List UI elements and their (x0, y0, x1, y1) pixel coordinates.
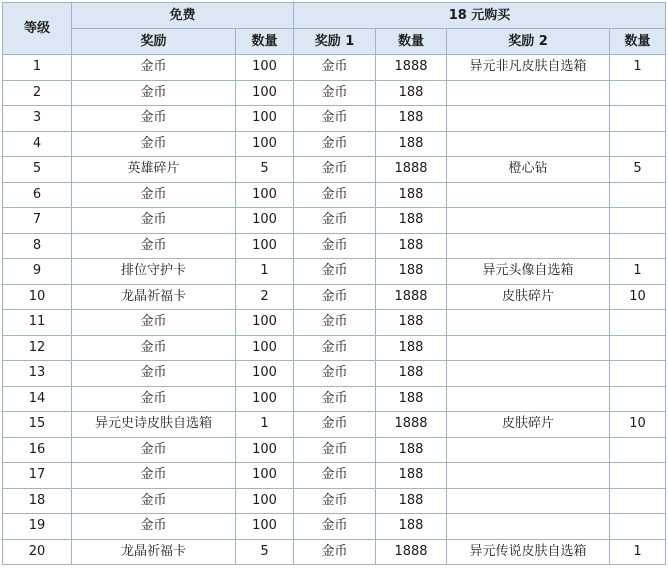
cell-paid-qty2 (610, 361, 666, 387)
cell-paid-reward2 (447, 488, 610, 514)
cell-paid-qty1: 1888 (376, 55, 447, 81)
cell-paid-reward1: 金币 (294, 259, 376, 285)
header-paid-qty1: 数量 (376, 29, 447, 55)
header-paid-qty2: 数量 (610, 29, 666, 55)
cell-paid-qty2 (610, 80, 666, 106)
cell-paid-reward2 (447, 361, 610, 387)
table-row (3, 310, 666, 336)
cell-paid-qty1: 188 (376, 208, 447, 234)
cell-free-reward: 金币 (72, 488, 236, 514)
cell-free-qty: 5 (236, 157, 294, 183)
cell-level: 9 (3, 259, 72, 285)
cell-free-qty: 100 (236, 488, 294, 514)
cell-paid-qty1: 1888 (376, 157, 447, 183)
cell-paid-qty1: 188 (376, 131, 447, 157)
cell-paid-qty2 (610, 106, 666, 132)
cell-free-reward: 英雄碎片 (72, 157, 236, 183)
cell-paid-qty2: 5 (610, 157, 666, 183)
cell-free-reward: 金币 (72, 386, 236, 412)
table-row (3, 437, 666, 463)
cell-paid-qty2 (610, 182, 666, 208)
cell-paid-qty2: 1 (610, 539, 666, 565)
cell-paid-qty2 (610, 463, 666, 489)
cell-level: 15 (3, 412, 72, 438)
cell-paid-reward2 (447, 335, 610, 361)
cell-paid-qty1: 188 (376, 463, 447, 489)
cell-paid-reward1: 金币 (294, 182, 376, 208)
cell-paid-qty2 (610, 335, 666, 361)
cell-free-qty: 100 (236, 80, 294, 106)
cell-paid-reward1: 金币 (294, 437, 376, 463)
cell-free-reward: 异元史诗皮肤自选箱 (72, 412, 236, 438)
table-row (3, 131, 666, 157)
cell-free-qty: 100 (236, 463, 294, 489)
cell-level: 4 (3, 131, 72, 157)
cell-paid-reward1: 金币 (294, 157, 376, 183)
cell-paid-reward2 (447, 106, 610, 132)
cell-paid-reward1: 金币 (294, 335, 376, 361)
cell-level: 12 (3, 335, 72, 361)
table-row (3, 233, 666, 259)
cell-paid-reward2: 异元传说皮肤自选箱 (447, 539, 610, 565)
cell-level: 5 (3, 157, 72, 183)
cell-free-qty: 100 (236, 335, 294, 361)
cell-free-reward: 金币 (72, 310, 236, 336)
table-row (3, 386, 666, 412)
cell-paid-reward1: 金币 (294, 310, 376, 336)
cell-level: 13 (3, 361, 72, 387)
cell-level: 6 (3, 182, 72, 208)
cell-paid-qty1: 188 (376, 310, 447, 336)
cell-paid-qty2 (610, 208, 666, 234)
cell-free-reward: 金币 (72, 335, 236, 361)
cell-free-reward: 排位守护卡 (72, 259, 236, 285)
cell-paid-reward2 (447, 208, 610, 234)
table-row (3, 488, 666, 514)
cell-paid-reward1: 金币 (294, 463, 376, 489)
header-free-reward: 奖励 (72, 29, 236, 55)
cell-free-reward: 金币 (72, 106, 236, 132)
cell-free-reward: 金币 (72, 437, 236, 463)
cell-paid-reward1: 金币 (294, 106, 376, 132)
cell-free-qty: 100 (236, 106, 294, 132)
cell-level: 17 (3, 463, 72, 489)
table-row (3, 182, 666, 208)
header-paid-reward1: 奖励 1 (294, 29, 376, 55)
table-row (3, 361, 666, 387)
cell-free-qty: 100 (236, 182, 294, 208)
header-free-qty: 数量 (236, 29, 294, 55)
table-row (3, 412, 666, 438)
cell-paid-qty2: 10 (610, 412, 666, 438)
cell-paid-reward1: 金币 (294, 284, 376, 310)
cell-level: 19 (3, 514, 72, 540)
cell-paid-qty2 (610, 488, 666, 514)
cell-paid-reward1: 金币 (294, 233, 376, 259)
cell-paid-qty2 (610, 310, 666, 336)
cell-free-qty: 100 (236, 208, 294, 234)
cell-paid-qty1: 188 (376, 437, 447, 463)
cell-paid-qty1: 188 (376, 259, 447, 285)
cell-free-qty: 100 (236, 514, 294, 540)
cell-paid-qty2 (610, 437, 666, 463)
cell-paid-qty1: 188 (376, 488, 447, 514)
table-row (3, 259, 666, 285)
cell-paid-reward1: 金币 (294, 386, 376, 412)
cell-free-reward: 龙晶祈福卡 (72, 284, 236, 310)
cell-free-reward: 金币 (72, 55, 236, 81)
cell-free-qty: 100 (236, 131, 294, 157)
cell-paid-qty1: 1888 (376, 284, 447, 310)
table-row (3, 463, 666, 489)
cell-paid-qty2: 10 (610, 284, 666, 310)
cell-free-qty: 100 (236, 437, 294, 463)
cell-level: 1 (3, 55, 72, 81)
cell-level: 14 (3, 386, 72, 412)
cell-free-qty: 5 (236, 539, 294, 565)
cell-paid-reward1: 金币 (294, 55, 376, 81)
cell-paid-reward2: 异元非凡皮肤自选箱 (447, 55, 610, 81)
cell-paid-qty1: 1888 (376, 412, 447, 438)
cell-paid-reward2: 皮肤碎片 (447, 284, 610, 310)
cell-paid-reward2 (447, 514, 610, 540)
cell-paid-reward2 (447, 386, 610, 412)
cell-paid-reward1: 金币 (294, 361, 376, 387)
header-free: 免费 (72, 3, 294, 29)
cell-paid-reward2: 皮肤碎片 (447, 412, 610, 438)
cell-free-reward: 金币 (72, 131, 236, 157)
cell-paid-reward1: 金币 (294, 80, 376, 106)
cell-paid-reward2 (447, 437, 610, 463)
header-level: 等级 (3, 3, 72, 55)
cell-paid-qty1: 188 (376, 233, 447, 259)
cell-paid-reward2 (447, 463, 610, 489)
cell-free-reward: 金币 (72, 463, 236, 489)
cell-free-qty: 100 (236, 55, 294, 81)
cell-free-reward: 金币 (72, 233, 236, 259)
cell-level: 20 (3, 539, 72, 565)
cell-free-reward: 金币 (72, 514, 236, 540)
cell-paid-qty1: 188 (376, 182, 447, 208)
cell-free-qty: 100 (236, 310, 294, 336)
cell-paid-qty2 (610, 131, 666, 157)
table-row (3, 208, 666, 234)
cell-paid-reward1: 金币 (294, 208, 376, 234)
cell-paid-reward2 (447, 310, 610, 336)
cell-paid-qty2 (610, 233, 666, 259)
cell-paid-reward1: 金币 (294, 539, 376, 565)
cell-paid-qty2: 1 (610, 259, 666, 285)
cell-paid-qty2: 1 (610, 55, 666, 81)
cell-level: 10 (3, 284, 72, 310)
table-row (3, 514, 666, 540)
cell-level: 3 (3, 106, 72, 132)
cell-free-qty: 1 (236, 259, 294, 285)
cell-paid-reward1: 金币 (294, 412, 376, 438)
header-paid: 18 元购买 (294, 3, 666, 29)
table-row (3, 284, 666, 310)
cell-paid-qty1: 188 (376, 361, 447, 387)
table-row (3, 106, 666, 132)
table-row (3, 55, 666, 81)
cell-paid-qty1: 188 (376, 386, 447, 412)
cell-paid-reward1: 金币 (294, 514, 376, 540)
cell-free-qty: 100 (236, 233, 294, 259)
cell-paid-qty2 (610, 514, 666, 540)
cell-paid-qty1: 188 (376, 80, 447, 106)
cell-free-reward: 龙晶祈福卡 (72, 539, 236, 565)
table-row (3, 335, 666, 361)
cell-free-qty: 100 (236, 361, 294, 387)
cell-paid-qty1: 188 (376, 106, 447, 132)
cell-level: 18 (3, 488, 72, 514)
table-row (3, 157, 666, 183)
cell-paid-qty1: 188 (376, 514, 447, 540)
cell-paid-reward2: 异元头像自选箱 (447, 259, 610, 285)
table-row (3, 539, 666, 565)
table-header (3, 3, 666, 55)
table-row (3, 80, 666, 106)
cell-level: 8 (3, 233, 72, 259)
cell-free-qty: 1 (236, 412, 294, 438)
cell-paid-reward2 (447, 182, 610, 208)
cell-paid-reward2 (447, 233, 610, 259)
cell-paid-reward1: 金币 (294, 488, 376, 514)
cell-level: 11 (3, 310, 72, 336)
cell-free-reward: 金币 (72, 208, 236, 234)
cell-level: 2 (3, 80, 72, 106)
cell-free-qty: 2 (236, 284, 294, 310)
cell-level: 16 (3, 437, 72, 463)
cell-paid-reward2 (447, 80, 610, 106)
cell-paid-qty1: 188 (376, 335, 447, 361)
reward-table-container (2, 2, 666, 565)
cell-paid-reward1: 金币 (294, 131, 376, 157)
cell-free-qty: 100 (236, 386, 294, 412)
cell-paid-qty1: 1888 (376, 539, 447, 565)
header-paid-reward2: 奖励 2 (447, 29, 610, 55)
cell-free-reward: 金币 (72, 182, 236, 208)
reward-table (2, 2, 666, 565)
cell-free-reward: 金币 (72, 80, 236, 106)
cell-level: 7 (3, 208, 72, 234)
cell-paid-reward2 (447, 131, 610, 157)
cell-paid-reward2: 橙心钻 (447, 157, 610, 183)
cell-free-reward: 金币 (72, 361, 236, 387)
table-body (3, 55, 666, 565)
cell-paid-qty2 (610, 386, 666, 412)
